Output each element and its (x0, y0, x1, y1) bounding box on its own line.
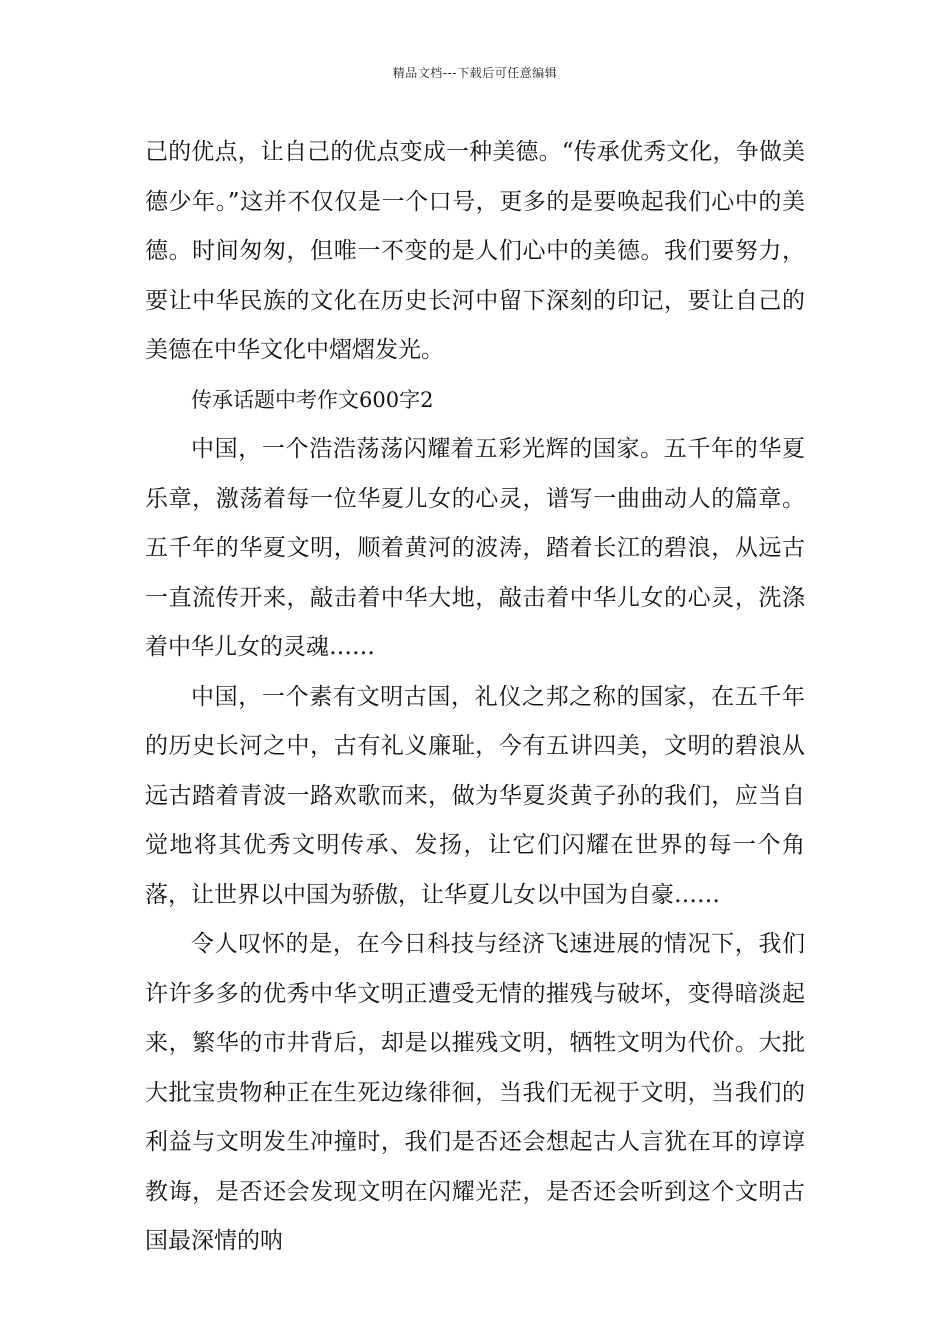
paragraph-continuation: 己的优点，让自己的优点变成一种美德。“传承优秀文化，争做美德少年。”这并不仅仅是一个口号，更多的是要唤起我们心中的美德。时间匆匆，但唯一不变的是人们心中的美德。我们要努力，要让中华民族的文化在历史长河中留下深刻的印记，要让自己的美德在中华文化中熠熠发光。 (145, 139, 805, 363)
page-header: 精品文档---下载后可任意编辑 (392, 66, 558, 80)
paragraph-3: 令人叹怀的是，在今日科技与经济飞速进展的情况下，我们许许多多的优秀中华文明正遭受无情的摧残与破坏，变得暗淡起来，繁华的市井背后，却是以摧残文明，牺牲文明为代价。大批大批宝贵物种正在生死边缘徘徊，当我们无视于文明，当我们的利益与文明发生冲撞时，我们是否还会想起古人言犹在耳的谆谆教诲，是否还会发现文明在闪耀光茫，是否还会听到这个文明古国最深情的呐 (145, 931, 805, 1254)
essay-title: 传承话题中考作文600字2 (191, 387, 434, 412)
paragraph-2: 中国，一个素有文明古国，礼仪之邦之称的国家，在五千年的历史长河之中，古有礼义廉耻，今有五讲四美，文明的碧浪从远古踏着青波一路欢歌而来，做为华夏炎黄子孙的我们，应当自觉地将其优秀文明传承、发扬，让它们闪耀在世界的每一个角落，让世界以中国为骄傲，让华夏儿女以中国为自豪…… (145, 683, 805, 908)
paragraph-1: 中国，一个浩浩荡荡闪耀着五彩光辉的国家。五千年的华夏乐章，激荡着每一位华夏儿女的心灵，谱写一曲曲动人的篇章。五千年的华夏文明，顺着黄河的波涛，踏着长江的碧浪，从远古一直流传开来，敲击着中华大地，敲击着中华儿女的心灵，洗涤着中华儿女的灵魂…… (145, 436, 805, 660)
document-body (145, 128, 805, 1267)
